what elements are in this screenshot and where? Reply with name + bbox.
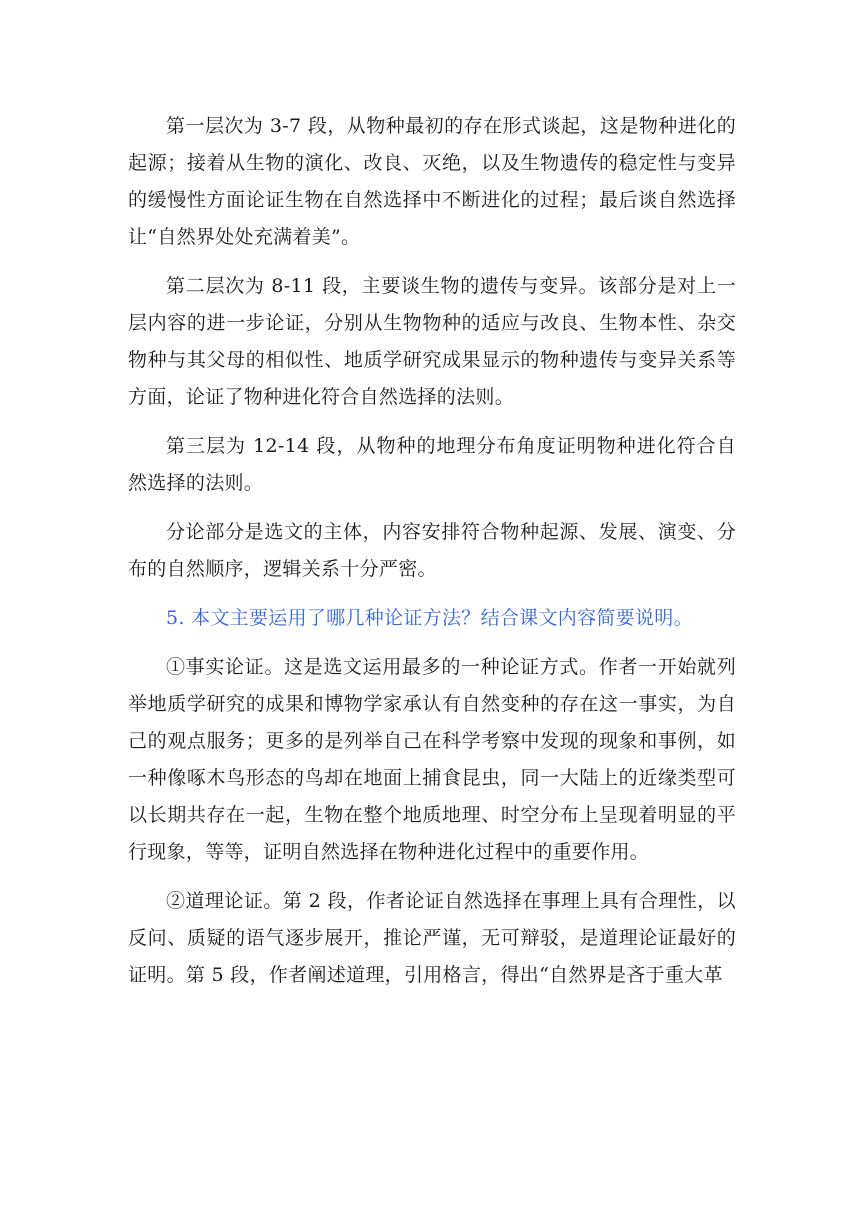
paragraph-reason-argument: ②道理论证。第 2 段，作者论证自然选择在事理上具有合理性，以反问、质疑的语气逐步展开，推论严谨，无可辩驳，是道理论证最好的证明。第 5 段，作者阐述道理，引用格言，得出“自然界是吝于重大革 [128,890,736,986]
paragraph-fact-argument: ①事实论证。这是选文运用最多的一种论证方式。作者一开始就列举地质学研究的成果和博物学家承认有自然变种的存在这一事实，为自己的观点服务；更多的是列举自己在科学考察中发现的现象和事例，如一种像啄木鸟形态的鸟却在地面上捕食昆虫，同一大陆上的近缘类型可以长期共存在一起，生物在整个地质地理、时空分布上呈现着明显的平行现象，等等，证明自然选择在物种进化过程中的重要作用。 [128,656,736,863]
paragraph-layer-two: 第二层次为 8-11 段，主要谈生物的遗传与变异。该部分是对上一层内容的进一步论证，分别从生物物种的适应与改良、生物本性、杂交物种与其父母的相似性、地质学研究成果显示的物种遗传与变异关系等方面，论证了物种进化符合自然选择的法则。 [128,275,736,408]
paragraph-layer-three: 第三层为 12-14 段，从物种的地理分布角度证明物种进化符合自然选择的法则。 [128,435,736,494]
question-heading: 5. 本文主要运用了哪几种论证方法？结合课文内容简要说明。 [166,607,693,629]
paragraph-layer-one: 第一层次为 3-7 段，从物种最初的存在形式谈起，这是物种进化的起源；接着从生物的演化、改良、灭绝，以及生物遗传的稳定性与变异的缓慢性方面论证生物在自然选择中不断进化的过程；最后谈自然选择让“自然界处处充满着美”。 [128,115,736,248]
document-page [128,108,736,1006]
paragraph-summary: 分论部分是选文的主体，内容安排符合物种起源、发展、演变、分布的自然顺序，逻辑关系十分严密。 [128,521,736,580]
